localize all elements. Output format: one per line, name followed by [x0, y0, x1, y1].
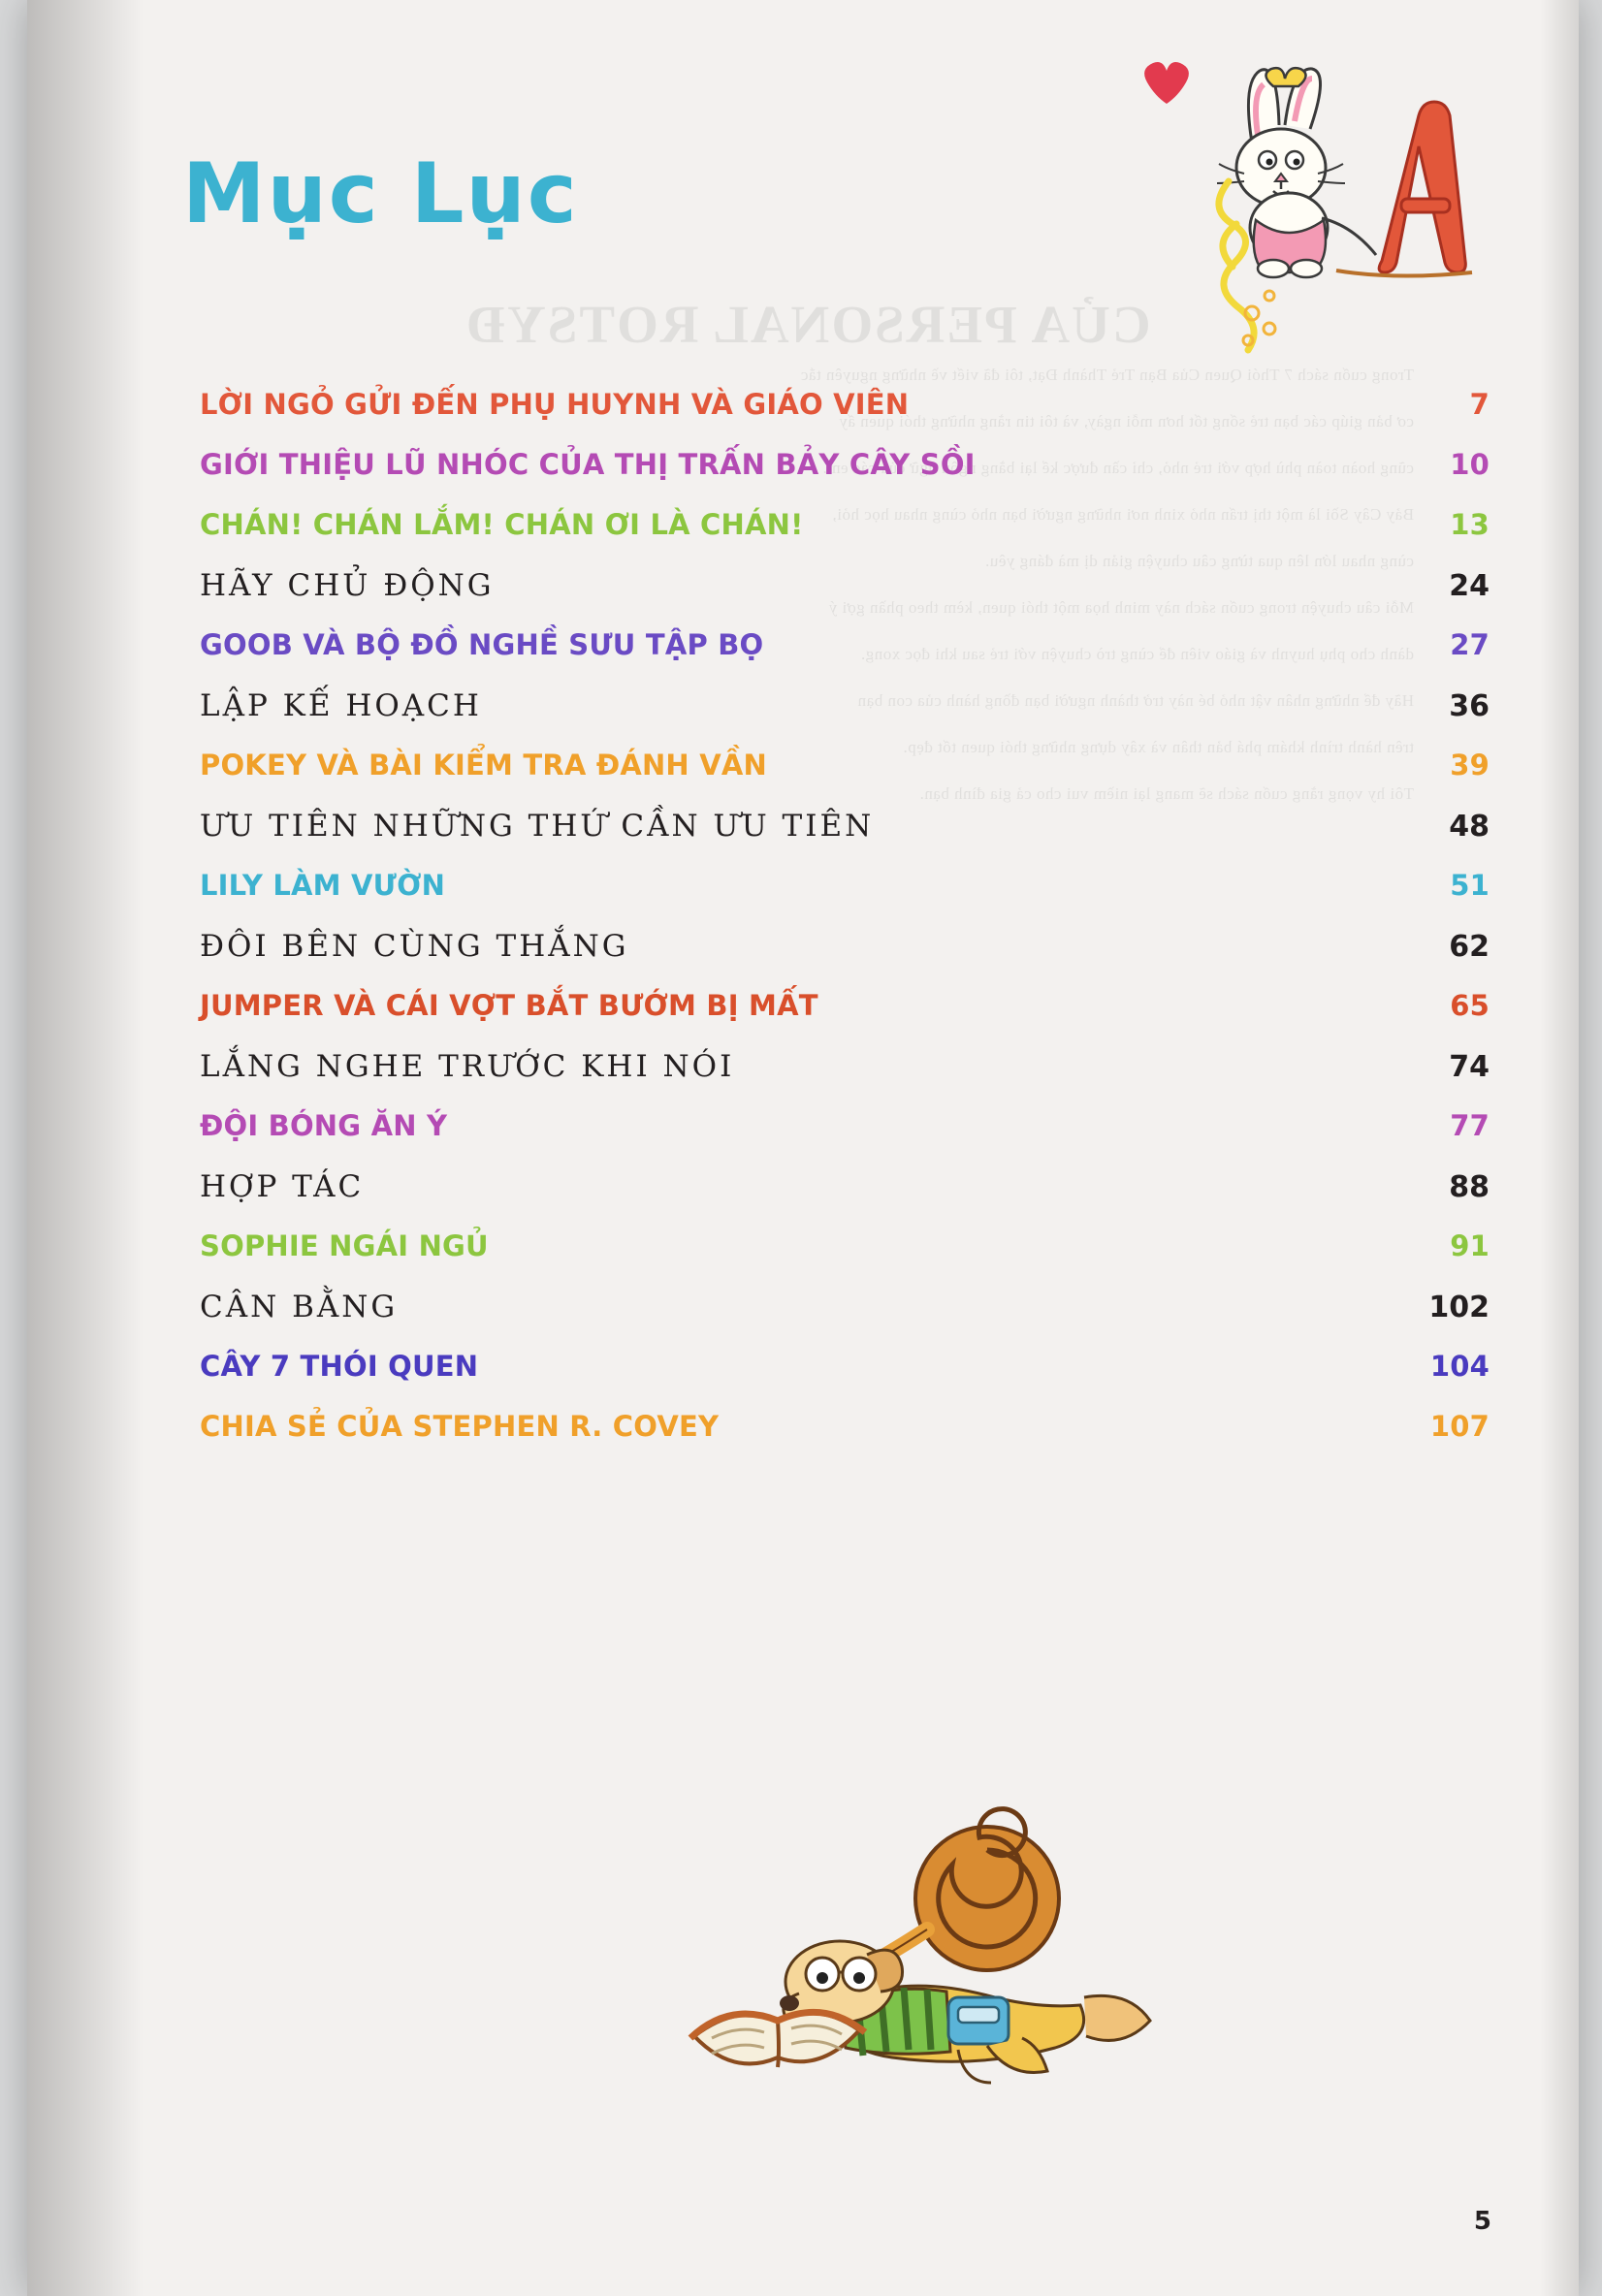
toc-entry[interactable]: [200, 628, 1490, 688]
toc-entry[interactable]: [200, 1410, 1490, 1470]
toc-entry-label: HỢP TÁC: [200, 1169, 365, 1204]
toc-entry[interactable]: [200, 1350, 1490, 1410]
toc-entry-page: 62: [1449, 930, 1490, 964]
bleed-line: Bảy Cây Sồi là một thị trấn nhỏ xinh nơi những người bạn nhỏ cùng nhau học hỏi,: [831, 505, 1414, 524]
toc-entry[interactable]: [200, 688, 1490, 749]
toc-entry[interactable]: [200, 448, 1490, 508]
bleed-line: Tôi hy vọng rằng cuốn sách sẽ mang lại niềm vui cho cả gia đình bạn.: [919, 784, 1414, 803]
bunny-with-ribbon-illustration: [1128, 53, 1496, 373]
toc-entry-label: LỜI NGỎ GỬI ĐẾN PHỤ HUYNH VÀ GIÁO VIÊN: [200, 388, 910, 421]
toc-entry-page: 7: [1469, 388, 1490, 421]
bleed-line: cũng hoàn toàn phù hợp với trẻ nhỏ, chỉ cần được kể lại bằng ngôn ngữ của các em.: [822, 459, 1414, 477]
toc-entry-page: 107: [1429, 1410, 1490, 1443]
table-of-contents: [200, 388, 1490, 1470]
toc-entry-label: CÂN BẰNG: [200, 1290, 399, 1324]
toc-entry-page: 27: [1450, 628, 1490, 661]
toc-entry[interactable]: [200, 1109, 1490, 1169]
toc-entry[interactable]: [200, 869, 1490, 929]
bleed-line: cơ bản giúp các bạn trẻ sống tốt hơn mỗi ngày, và tôi tin rằng những thói quen ấy: [839, 412, 1414, 430]
toc-entry-label: GIỚI THIỆU LŨ NHÓC CỦA THỊ TRẤN BẢY CÂY SỒI: [200, 448, 976, 481]
toc-entry-label: HÃY CHỦ ĐỘNG: [200, 568, 495, 603]
bleed-line: cùng nhau lớn lên qua từng câu chuyện giản dị mà đáng yêu.: [984, 552, 1414, 570]
toc-entry[interactable]: [200, 929, 1490, 989]
toc-entry-label: GOOB VÀ BỘ ĐỒ NGHỀ SƯU TẬP BỌ: [200, 628, 764, 661]
toc-entry-label: JUMPER VÀ CÁI VỢT BẮT BƯỚM BỊ MẤT: [200, 989, 818, 1022]
toc-entry-page: 39: [1450, 749, 1490, 781]
toc-entry-page: 74: [1449, 1050, 1490, 1084]
page-title: Mục Lục: [182, 145, 579, 242]
toc-entry-label: ĐÔI BÊN CÙNG THẮNG: [200, 929, 629, 964]
bleed-line: Trong cuốn sách 7 Thói Quen Của Bạn Trẻ Thành Đạt, tôi đã viết về những nguyên tắc: [800, 366, 1414, 384]
toc-entry[interactable]: [200, 1049, 1490, 1109]
toc-entry-label: CÂY 7 THÓI QUEN: [200, 1350, 479, 1383]
toc-entry-page: 13: [1450, 508, 1490, 541]
paper-sheet: [27, 0, 1579, 2296]
bleed-line: Hãy để những nhân vật nhỏ bé này trở thành người bạn đồng hành của con bạn: [857, 691, 1414, 710]
toc-entry-label: ƯU TIÊN NHỮNG THỨ CẦN ƯU TIÊN: [200, 809, 875, 844]
toc-entry-label: ĐỘI BÓNG ĂN Ý: [200, 1109, 448, 1142]
toc-entry[interactable]: [200, 809, 1490, 869]
toc-entry-page: 65: [1450, 989, 1490, 1022]
toc-entry-label: POKEY VÀ BÀI KIỂM TRA ĐÁNH VẦN: [200, 749, 767, 781]
toc-entry[interactable]: [200, 508, 1490, 568]
dog-reading-book-illustration: [667, 1813, 1181, 2133]
bleed-line: dành cho phụ huynh và giáo viên để cùng trò chuyện với trẻ sau khi đọc xong.: [860, 645, 1414, 663]
toc-entry-page: 24: [1449, 569, 1490, 603]
toc-entry-page: 104: [1429, 1350, 1490, 1383]
page-number: 5: [1473, 2207, 1491, 2236]
toc-entry[interactable]: [200, 749, 1490, 809]
toc-entry-page: 77: [1450, 1109, 1490, 1142]
toc-entry-page: 36: [1449, 689, 1490, 723]
bleed-heading: CỦA PERSONAL ROTSYĐ: [465, 295, 1151, 354]
bleed-line: trên hành trình khám phá bản thân và xây dựng những thói quen tốt đẹp.: [903, 738, 1414, 756]
toc-entry-label: CHIA SẺ CỦA STEPHEN R. COVEY: [200, 1410, 720, 1443]
toc-entry[interactable]: [200, 1229, 1490, 1290]
bleed-line: Mỗi câu chuyện trong cuốn sách này minh họa một thói quen, kèm theo phần gợi ý: [828, 598, 1414, 617]
toc-entry-label: CHÁN! CHÁN LẮM! CHÁN ƠI LÀ CHÁN!: [200, 508, 804, 541]
toc-entry[interactable]: [200, 568, 1490, 628]
toc-entry[interactable]: [200, 1290, 1490, 1350]
toc-entry-label: LILY LÀM VƯỜN: [200, 869, 446, 902]
toc-entry[interactable]: [200, 989, 1490, 1049]
toc-entry[interactable]: [200, 388, 1490, 448]
toc-entry-label: SOPHIE NGÁI NGỦ: [200, 1229, 489, 1262]
toc-entry-page: 51: [1450, 869, 1490, 902]
toc-entry[interactable]: [200, 1169, 1490, 1229]
toc-entry-page: 91: [1450, 1229, 1490, 1262]
toc-entry-page: 10: [1450, 448, 1490, 481]
toc-entry-page: 48: [1449, 810, 1490, 844]
toc-entry-page: 102: [1428, 1291, 1490, 1324]
toc-entry-page: 88: [1449, 1170, 1490, 1204]
toc-entry-label: LẮNG NGHE TRƯỚC KHI NÓI: [200, 1049, 735, 1084]
toc-entry-label: LẬP KẾ HOẠCH: [200, 688, 482, 723]
